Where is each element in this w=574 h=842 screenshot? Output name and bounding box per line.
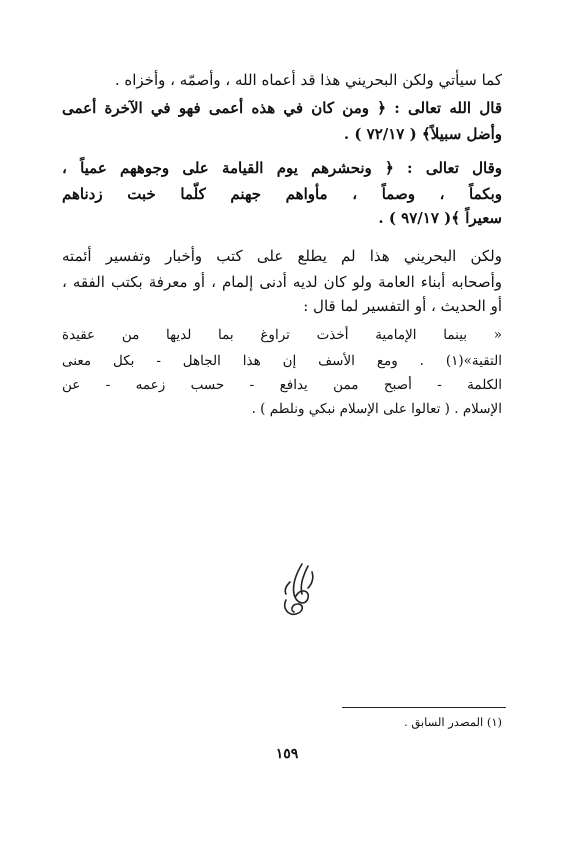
text-line-2: ولكن البحريني هذا لم يطلع على كتب وأخبار وتفسير أئمته xyxy=(62,247,502,265)
quote-line-4: الإسلام . ( تعالوا على الإسلام نبكي ونلطم ) . xyxy=(251,401,502,417)
quran-verse-line-4: وبكماً ، وصماً ، مأواهم جهنم كلّما خبت زدناهم xyxy=(62,185,502,203)
footnote: (١) المصدر السابق . xyxy=(404,715,502,729)
quote-line-2: التقية»(١) . ومع الأسف إن هذا الجاهل - بكل معنى xyxy=(62,353,502,369)
text-line-3: وأصحابه أبناء العامة ولو كان لديه أدنى إلمام ، أو معرفة بكتب الفقه ، xyxy=(62,273,502,291)
quote-line-1: « بينما الإمامية أخذت تراوغ بما لديها من عقيدة xyxy=(62,327,502,343)
footnote-divider xyxy=(342,707,506,708)
ornament-icon xyxy=(272,560,322,620)
quote-line-3: الكلمة - أصبح ممن يدافع - حسب زعمه - عن xyxy=(62,377,502,393)
quran-verse-line-1: قال الله تعالى : ﴿ ومن كان في هذه أعمى فهو في الآخرة أعمى xyxy=(62,99,502,117)
quran-verse-line-5: سعيراً ﴾( ٩٧/١٧ ) . xyxy=(378,209,502,227)
quran-verse-line-3: وقال تعالى : ﴿ ونحشرهم يوم القيامة على وجوههم عمياً ، xyxy=(62,159,502,177)
page-number: ١٥٩ xyxy=(275,746,299,762)
quran-verse-line-2: وأضل سبيلاً﴾ ( ٧٢/١٧ ) . xyxy=(343,125,502,143)
text-line-1: كما سيأتي ولكن البحريني هذا قد أعماه الله ، وأصمّه ، وأخزاه . xyxy=(114,71,502,89)
text-line-4: أو الحديث ، أو التفسير لما قال : xyxy=(303,297,502,315)
